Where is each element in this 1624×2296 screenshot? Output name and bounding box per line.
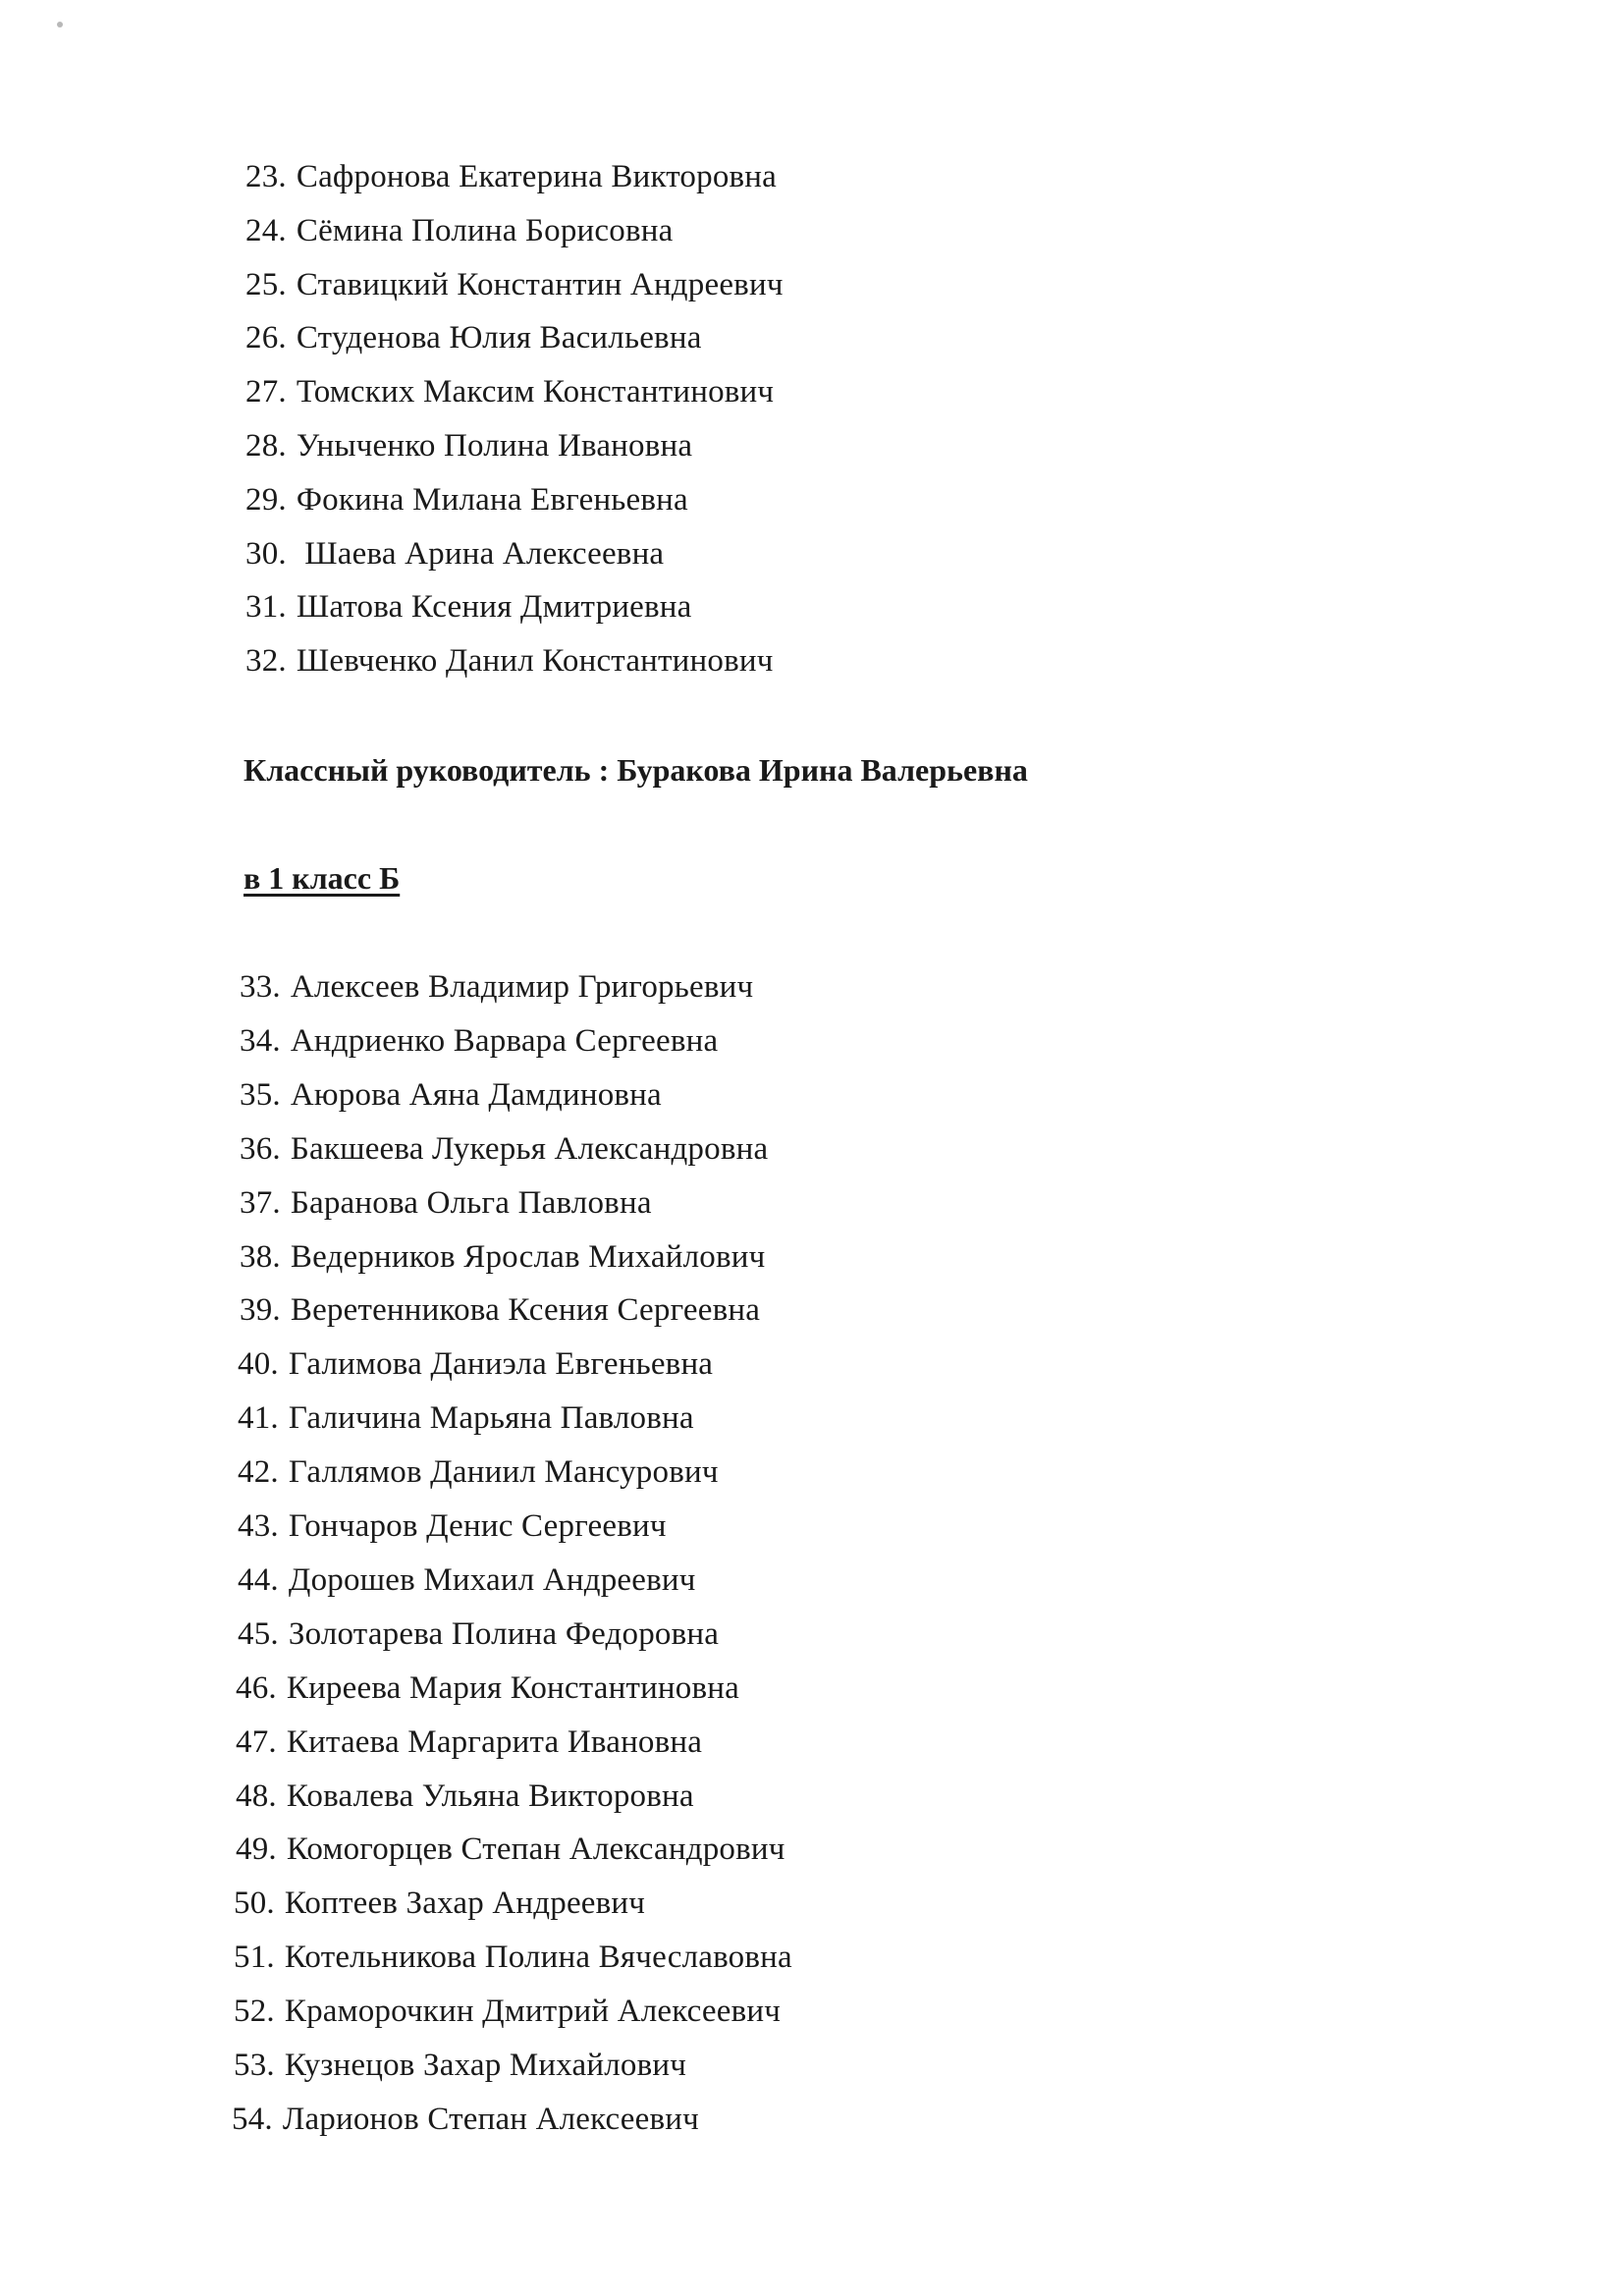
- item-number: 41.: [238, 1400, 279, 1437]
- student-name: Томских Максим Константинович: [296, 374, 775, 410]
- item-number: 30.: [245, 535, 287, 572]
- list-item: [236, 1668, 739, 1708]
- student-name: Уныченко Полина Ивановна: [296, 428, 693, 464]
- item-number: 35.: [240, 1076, 281, 1113]
- list-item: [240, 967, 753, 1007]
- list-item: [240, 1075, 662, 1115]
- list-item: [245, 534, 664, 574]
- item-number: 28.: [245, 428, 287, 464]
- item-number: 53.: [234, 2048, 275, 2083]
- student-name: Ведерников Ярослав Михайлович: [290, 1238, 766, 1275]
- list-item: [236, 1777, 694, 1816]
- student-name: Алексеев Владимир Григорьевич: [290, 969, 754, 1005]
- list-item: [236, 1830, 785, 1869]
- student-name: Бакшеева Лукерья Александровна: [290, 1130, 769, 1167]
- scan-speck: [57, 22, 63, 27]
- student-name: Сафронова Екатерина Викторовна: [296, 159, 778, 194]
- student-name: Котельникова Полина Вячеславовна: [284, 1940, 792, 1976]
- list-item: [232, 2100, 699, 2139]
- item-number: 24.: [245, 212, 287, 248]
- item-number: 29.: [245, 481, 287, 518]
- item-number: 52.: [234, 1994, 275, 2030]
- item-number: 51.: [234, 1940, 275, 1976]
- item-number: 36.: [240, 1130, 281, 1167]
- student-name: Галлямов Даниил Мансурович: [288, 1454, 719, 1491]
- student-name: Ковалева Ульяна Викторовна: [286, 1777, 694, 1814]
- student-name: Ларионов Степан Алексеевич: [282, 2101, 699, 2137]
- student-name: Студенова Юлия Васильевна: [296, 320, 702, 356]
- item-number: 44.: [238, 1561, 279, 1598]
- item-number: 47.: [236, 1723, 277, 1760]
- list-item: [240, 1183, 652, 1223]
- student-name: Шевченко Данил Константинович: [296, 643, 774, 680]
- item-number: 25.: [245, 266, 287, 302]
- list-item: [238, 1614, 719, 1654]
- student-name: Киреева Мария Константиновна: [286, 1669, 739, 1706]
- list-item: [238, 1398, 694, 1438]
- list-item: [240, 1129, 768, 1169]
- item-number: 39.: [240, 1292, 281, 1329]
- list-item: [245, 372, 774, 411]
- student-name: Галимова Даниэла Евгеньевна: [288, 1346, 714, 1383]
- student-name: Золотарева Полина Федоровна: [288, 1615, 720, 1652]
- list-item: [245, 265, 784, 304]
- list-item: [234, 2046, 686, 2085]
- list-item: [245, 641, 774, 681]
- list-item: [240, 1021, 718, 1061]
- item-number: 48.: [236, 1777, 277, 1814]
- list-item: [245, 587, 691, 627]
- student-name: Краморочкин Дмитрий Алексеевич: [284, 1994, 782, 2030]
- item-number: 49.: [236, 1831, 277, 1868]
- item-number: 54.: [232, 2101, 273, 2137]
- list-item: [245, 318, 702, 357]
- item-number: 32.: [245, 643, 287, 680]
- student-name: Галичина Марьяна Павловна: [288, 1400, 694, 1437]
- item-number: 50.: [234, 1886, 275, 1922]
- student-name: Шаева Арина Алексеевна: [296, 535, 665, 572]
- student-name: Аюрова Аяна Дамдиновна: [290, 1076, 662, 1113]
- list-item: [238, 1344, 713, 1384]
- student-name: Ставицкий Константин Андреевич: [296, 266, 784, 302]
- student-name: Андриенко Варвара Сергеевна: [290, 1022, 719, 1059]
- item-number: 27.: [245, 374, 287, 410]
- list-item: [236, 1722, 702, 1762]
- student-name: Шатова Ксения Дмитриевна: [296, 589, 692, 626]
- item-number: 45.: [238, 1615, 279, 1652]
- list-item: [245, 480, 688, 519]
- list-item: [234, 1938, 792, 1977]
- student-name: Кузнецов Захар Михайлович: [284, 2048, 687, 2083]
- student-name: Веретенникова Ксения Сергеевна: [290, 1292, 761, 1329]
- item-number: 38.: [240, 1238, 281, 1275]
- item-number: 33.: [240, 969, 281, 1005]
- student-name: Коптеев Захар Андреевич: [284, 1886, 646, 1922]
- list-item: [245, 157, 777, 196]
- item-number: 23.: [245, 159, 287, 194]
- item-number: 26.: [245, 320, 287, 356]
- list-item: [238, 1560, 696, 1600]
- list-item: [245, 426, 692, 465]
- item-number: 34.: [240, 1022, 281, 1059]
- item-number: 46.: [236, 1669, 277, 1706]
- student-name: Фокина Милана Евгеньевна: [296, 481, 688, 518]
- item-number: 40.: [238, 1346, 279, 1383]
- list-item: [234, 1992, 781, 2031]
- student-name: Баранова Ольга Павловна: [290, 1184, 652, 1221]
- student-name: Гончаров Денис Сергеевич: [288, 1508, 667, 1544]
- student-name: Комогорцев Степан Александрович: [286, 1831, 785, 1868]
- item-number: 37.: [240, 1184, 281, 1221]
- list-item: [238, 1452, 719, 1492]
- list-item: [240, 1237, 765, 1277]
- list-item: [238, 1506, 667, 1546]
- item-number: 31.: [245, 589, 287, 626]
- list-item: [245, 211, 673, 250]
- item-number: 43.: [238, 1508, 279, 1544]
- class-teacher-line: Классный руководитель : Буракова Ирина Валерьевна: [244, 752, 1028, 788]
- list-item: [234, 1884, 645, 1923]
- class-title: в 1 класс Б: [244, 860, 401, 896]
- student-name: Сёмина Полина Борисовна: [296, 212, 674, 248]
- student-name: Китаева Маргарита Ивановна: [286, 1723, 703, 1760]
- student-name: Дорошев Михаил Андреевич: [288, 1561, 696, 1598]
- item-number: 42.: [238, 1454, 279, 1491]
- list-item: [240, 1290, 760, 1330]
